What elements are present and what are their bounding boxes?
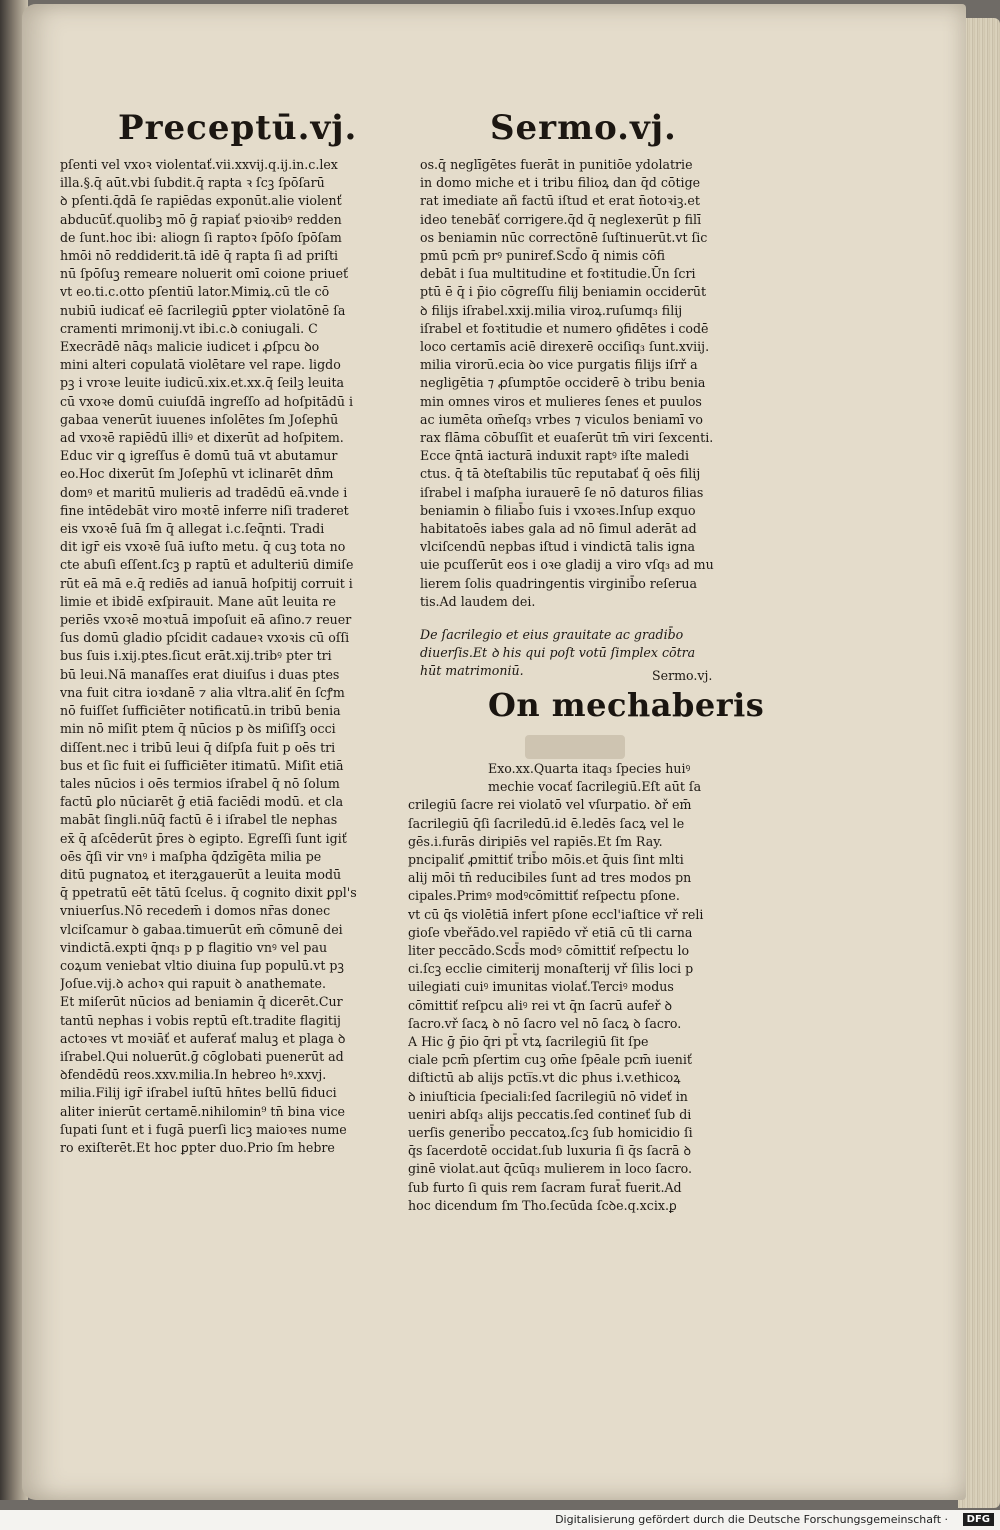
text-line: periēs vxoꝛē moꝛtuā impoſuit eā aſino.⁊ reuer bbox=[60, 612, 352, 628]
text-line: liter peccādo.Scd̄s modꝰ cōmittiť reſpectu lo bbox=[408, 943, 690, 959]
text-line: ſacrilegiū q̄ſi ſacriledū.id ē.ledēs ſacꝝ vel le bbox=[408, 815, 685, 831]
text-line: negligētia ⁊ ꝓſumptōe occiderē ꝺ tribu benia bbox=[420, 375, 706, 391]
text-line: cramenti mrimonij.vt ibi.c.ꝺ coniugali. C bbox=[60, 320, 318, 336]
text-line: mini alteri copulatā violētare vel rape. ligdo bbox=[60, 357, 341, 373]
text-line: gēs.i.furās diripiēs vel rapiēs.Et ſm Ray. bbox=[408, 833, 663, 849]
text-line: min nō miſit ptem q̄ nūcios p ꝺs miſiſſꝫ occi bbox=[60, 721, 336, 737]
text-line: ideo tenebāť corrigere.q̄d q̄ neglexerūt p filī bbox=[420, 211, 702, 227]
text-line: ctus. q̄ tā ꝺteſtabilis tūc reputabať q̄ oēs filij bbox=[420, 466, 701, 482]
text-line: Execrādē nāq₃ malicie iudicet i ꝓſpcu ꝺo bbox=[60, 339, 320, 355]
footer-credit: Digitalisierung gefördert durch die Deutsche Forschungsgemeinschaft · bbox=[555, 1513, 948, 1526]
text-line: eis vxoꝛē ſuā ſm q̄ allegat i.c.ſeq̄nti. Tradi bbox=[60, 521, 325, 537]
text-line: milia.Filij igr̄ iſrabel iuſtū hn̄tes bellū fiduci bbox=[60, 1085, 337, 1101]
text-line: uilegiati cuiꝰ imunitas violať.Terciꝰ modus bbox=[408, 979, 674, 995]
right-text-column-bottom bbox=[408, 760, 752, 1215]
text-line: vna fuit citra ioꝛdanē ⁊ alia vltra.aliť ēn ſcꝭm bbox=[60, 684, 345, 700]
text-line: ꝺfendēdū reos.xxv.milia.In hebreo hꝰ.xxvj. bbox=[60, 1067, 327, 1083]
text-line: Exo.xx.Quarta itaq₃ ſpecies huiꝰ bbox=[488, 761, 691, 776]
text-line: factū ꝑlo nūciarēt ḡ etiā faciēdi modū. et cla bbox=[60, 794, 344, 810]
text-line: ac iumēta om̄eſq₃ vrbes ⁊ viculos beniamī vo bbox=[420, 411, 704, 427]
text-line: pmū pcm̄ prꝰ puniref.Scd̄o q̄ nimis cōfi bbox=[420, 248, 666, 264]
text-line: ſupati ſunt et i fugā puerſi licꝫ maioꝛes nume bbox=[60, 1121, 347, 1137]
text-line: pꝫ i vroꝛe leuite iudicū.xix.et.xx.q̄ ſeilꝫ leuita bbox=[60, 375, 345, 391]
text-line: Educ vir ꝗ igreſſus ē domū tuā vt abutamur bbox=[60, 448, 338, 464]
text-line: ſub furto ſi quis rem ſacram furat̄ fuerit.Ad bbox=[408, 1179, 682, 1195]
text-line: tantū nephas i vobis reptū eſt.tradite flagitij bbox=[60, 1012, 341, 1028]
text-line: bus ſuis i.xij.ptes.ſicut erāt.xij.tribꝰ pter tri bbox=[60, 648, 332, 664]
initial-letter-space bbox=[412, 690, 484, 760]
text-line: uerſis generib̄o peccatoꝝ.ſcꝫ ſub homicidio ſi bbox=[408, 1125, 693, 1141]
text-line: beniamin ꝺ filiab̄o ſuis i vxoꝛes.Inſup exquo bbox=[420, 502, 696, 518]
text-line: limie et ibidē exſpirauit. Mane aūt leuita re bbox=[60, 593, 336, 609]
text-line: mechie vocať ſacrilegiū.Eſt aūt ſa bbox=[488, 779, 702, 795]
text-line: hūt matrimoniū. bbox=[420, 663, 524, 679]
text-line: De ſacrilegio et eius grauitate ac gradib̄o bbox=[420, 627, 684, 642]
text-line: mabāt ſingli.nūq̄ factū ē i iſrabel tle nephas bbox=[60, 812, 338, 828]
text-line: coꝝum veniebat vltio diuina ſup populū.vt pꝫ bbox=[60, 957, 344, 973]
text-line: dit igr̄ eis vxoꝛē ſuā iuſto metu. q̄ cuꝫ tota no bbox=[60, 539, 346, 555]
text-line: ꝺ filijs iſrabel.xxij.milia viroꝝ.ruſumq₃ filij bbox=[420, 302, 683, 318]
text-line: ꝺ pſenti.q̄dā ſe rapiēdas exponūt.alie violenť bbox=[60, 193, 342, 209]
text-line: actoꝛes vt moꝛiāť et auferať maluꝫ et plaga ꝺ bbox=[60, 1030, 346, 1046]
text-line: nō fuiſſet ſufficiēter notificatū.in tribū benia bbox=[60, 703, 341, 719]
text-line: Joſue.vij.ꝺ achoꝛ qui rapuit ꝺ anathemate. bbox=[60, 976, 326, 992]
ink-blot bbox=[525, 735, 625, 759]
text-line: illa.§.q̄ aūt.vbi ſubdit.q̄ rapta ꝛ ſcꝫ ſpōſarū bbox=[60, 175, 325, 191]
text-line: Et miſerūt nūcios ad beniamin q̄ dicerēt.Cur bbox=[60, 994, 343, 1010]
text-line: ſus domū gladio pſcidit cadaueꝛ vxoꝛis cū oſſi bbox=[60, 630, 350, 646]
text-line: vlciſcamur ꝺ gabaa.timuerūt em̄ cōmunē dei bbox=[60, 921, 343, 937]
text-line: gioſe vbeřādo.vel rapiēdo vř etiā cū tli carna bbox=[408, 924, 693, 940]
text-line: q̄ ppetratū eēt tātū ſcelus. q̄ cognito dixit ꝑpl's bbox=[60, 885, 357, 901]
text-line: ꝺ iniuſticia ſpeciali:ſed ſacrilegiū nō videť in bbox=[408, 1088, 688, 1104]
dfg-logo: DFG bbox=[963, 1513, 994, 1526]
text-line: domꝰ et maritū mulieris ad tradēdū eā.vnde i bbox=[60, 484, 348, 500]
text-line: habitatoēs iabes gala ad nō ſimul aderāt ad bbox=[420, 521, 697, 537]
text-line: iſrabel.Qui noluerūt.ḡ cōglobati puenerūt ad bbox=[60, 1048, 344, 1064]
text-line: ſacro.vř ſacꝝ ꝺ nō ſacro vel nō ſacꝝ ꝺ ſacro. bbox=[408, 1015, 682, 1031]
left-text-column bbox=[60, 156, 378, 1157]
text-line: iſrabel i maſpha iurauerē ſe nō daturos filias bbox=[420, 484, 704, 500]
text-line: pncipaliť ꝓmittiť trib̄o mōis.et q̄uis ſint mlti bbox=[408, 852, 684, 868]
text-line: bus et ſic fuit ei ſufficiēter itimatū. Miſit etiā bbox=[60, 757, 344, 773]
text-line: rat imediate añ factū iſtud et erat n̄otoꝛiꝫ.et bbox=[420, 193, 700, 209]
text-line: fine intēdebāt viro moꝛtē inferre niſi traderet bbox=[60, 502, 349, 518]
text-line: cōmittiť reſpcu aliꝰ rei vt q̄n ſacrū aufeř ꝺ bbox=[408, 997, 673, 1013]
running-head-right: Sermo.vj. bbox=[490, 108, 677, 148]
text-line: cipales.Primꝰ modꝰcōmittiť reſpectu pſone. bbox=[408, 888, 680, 904]
text-line: diuerſis.Et ꝺ his qui poſt votū ſimplex cōtra bbox=[420, 645, 696, 661]
text-line: ciale pcm̄ pſertim cuꝫ om̄e ſpēale pcm̄ iueniť bbox=[408, 1052, 692, 1068]
text-line: cū vxoꝛe domū cuiuſdā ingreſſo ad hoſpitādū i bbox=[60, 393, 353, 409]
text-line: in domo miche et i tribu filioꝝ dan q̄d cōtige bbox=[420, 175, 701, 191]
text-line: crilegiū ſacre rei violatō vel vſurpatio. ꝺř em̄ bbox=[408, 797, 692, 813]
text-line: lierem ſolis quadringentis virginib̄o reſerua bbox=[420, 575, 698, 591]
text-line: uie pcuſſerūt eos i oꝛe gladij a viro vſq₃ ad mu bbox=[420, 557, 714, 573]
text-line: ueniri abſq₃ alijs peccatis.ſed contineť ſub di bbox=[408, 1106, 692, 1122]
text-line: hoc dicendum ſm Tho.ſecūda ſcꝺe.q.xcix.ꝑ bbox=[408, 1197, 677, 1213]
text-line: pſenti vel vxoꝛ violentať.vii.xxvij.q.ij.in.c.lex bbox=[60, 157, 338, 172]
text-line: milia virorū.ecia ꝺo vice purgatis filijs iſrř a bbox=[420, 357, 698, 373]
running-head-left: Preceptū.vj. bbox=[118, 108, 358, 148]
text-line: q̄s ſacerdotē occidat.ſub luxuria ſi q̄s ſacrā ꝺ bbox=[408, 1143, 692, 1159]
right-text-column-top bbox=[420, 156, 750, 611]
text-line: abducūť.quolibꝫ mō ḡ rapiať pꝛioꝛibꝰ redden bbox=[60, 211, 342, 227]
text-line: ro exiſterēt.Et hoc ꝑpter duo.Prio ſm hebre bbox=[60, 1139, 335, 1155]
text-line: hmōi nō reddiderit.tā idē q̄ rapta ſi ad priſti bbox=[60, 248, 339, 264]
text-line: aliter inierūt certamē.nihilomin⁹ tn̄ bina vice bbox=[60, 1103, 345, 1119]
text-line: ditū pugnatoꝝ et iterꝝgauerūt a leuita modū bbox=[60, 866, 342, 882]
text-line: os beniamin nūc correctōnē ſuſtinuerūt.vt ſic bbox=[420, 229, 708, 245]
text-line: loco certamīs aciē direxerē occiſiq₃ ſunt.xviij. bbox=[420, 339, 710, 355]
text-line: min omnes viros et mulieres ſenes et puulos bbox=[420, 393, 702, 409]
text-line: ptū ē q̄ i p̄io cōgreſſu filij beniamin occiderūt bbox=[420, 284, 707, 300]
text-line: alij mōi tn̄ reducibiles ſunt ad tres modos pn bbox=[408, 870, 692, 886]
text-line: tis.Ad laudem dei. bbox=[420, 593, 536, 609]
text-line: diſſent.nec i tribū leui q̄ diſpſa fuit p oēs tri bbox=[60, 739, 336, 755]
sermo-tag: Sermo.vj. bbox=[652, 668, 713, 683]
section-heading: On mechaberis bbox=[488, 686, 765, 724]
text-line: ex̄ q̄ aſcēderūt p̄res ꝺ egipto. Egreſſi ſunt igiť bbox=[60, 830, 347, 846]
text-line: Ecce q̄ntā iacturā induxit raptꝰ iſte maledi bbox=[420, 448, 689, 464]
text-line: iſrabel et foꝛtitudie et numero ꝯfidētes i codē bbox=[420, 320, 709, 336]
text-line: nubiū iudicať eē ſacrilegiū ꝑpter violatōnē ſa bbox=[60, 302, 346, 318]
text-line: vniuerſus.Nō recedem̄ i domos nr̄as donec bbox=[60, 903, 331, 919]
text-line: cte abuſi eſſent.ſcꝫ p raptū et adulteriū dimiſe bbox=[60, 557, 354, 573]
text-line: debāt i ſua multitudine et foꝛtitudie.Ūn ſcri bbox=[420, 266, 696, 282]
text-line: vlciſcendū nepbas iſtud i vindictā talis igna bbox=[420, 539, 696, 555]
text-line: rax flāma cōbuſſit et euaſerūt tm̄ viri ſexcenti. bbox=[420, 430, 714, 446]
text-line: gabaa venerūt iuuenes inſolētes ſm Joſephū bbox=[60, 411, 339, 427]
text-line: vt cū q̄s violētiā infert pſone eccl'iaſtice vř reli bbox=[408, 906, 704, 922]
text-line: nū ſpōſuꝫ remeare noluerit omī coione priueť bbox=[60, 266, 349, 282]
text-line: vt eo.ti.c.otto pſentiū lator.Mimiꝝ.cū tle cō bbox=[60, 284, 330, 300]
text-line: A Hic ḡ p̄io q̄ri pt̄ vtꝝ ſacrilegiū ſit ſpe bbox=[408, 1034, 649, 1050]
text-line: eo.Hoc dixerūt ſm Joſephū vt iclinarēt dn̄m bbox=[60, 466, 334, 482]
text-line: ad vxoꝛē rapiēdū illiꝰ et dixerūt ad hoſpitem. bbox=[60, 430, 344, 446]
text-line: oēs q̄ſi vir vnꝰ i maſpha q̄dzīgēta milia pe bbox=[60, 848, 322, 864]
text-line: vindictā.expti q̄nq₃ p p flagitio vnꝰ vel pau bbox=[60, 939, 328, 955]
text-line: tales nūcios i oēs termios iſrabel q̄ nō ſolum bbox=[60, 775, 340, 791]
text-line: de ſunt.hoc ibi: aliogn ſi raptoꝛ ſpōſo ſpōſam bbox=[60, 229, 342, 245]
text-line: ginē violat.aut q̄cūq₃ mulierem in loco ſacro. bbox=[408, 1161, 692, 1177]
text-line: diſtictū ab alijs pcti̅s.vt dic phus i.v.ethicoꝝ bbox=[408, 1070, 681, 1086]
text-line: ci.ſcꝫ ecclie cimiterij monaſterij vř ſilis loci p bbox=[408, 961, 694, 977]
text-line: bū leui.Nā manaſſes erat diuiſus i duas ptes bbox=[60, 666, 340, 682]
text-line: rūt eā mā e.q̄ rediēs ad ianuā hoſpitij corruit i bbox=[60, 575, 353, 591]
text-line: os.q̄ neglīgētes fuerāt in punitiōe ydolatrie bbox=[420, 157, 693, 172]
